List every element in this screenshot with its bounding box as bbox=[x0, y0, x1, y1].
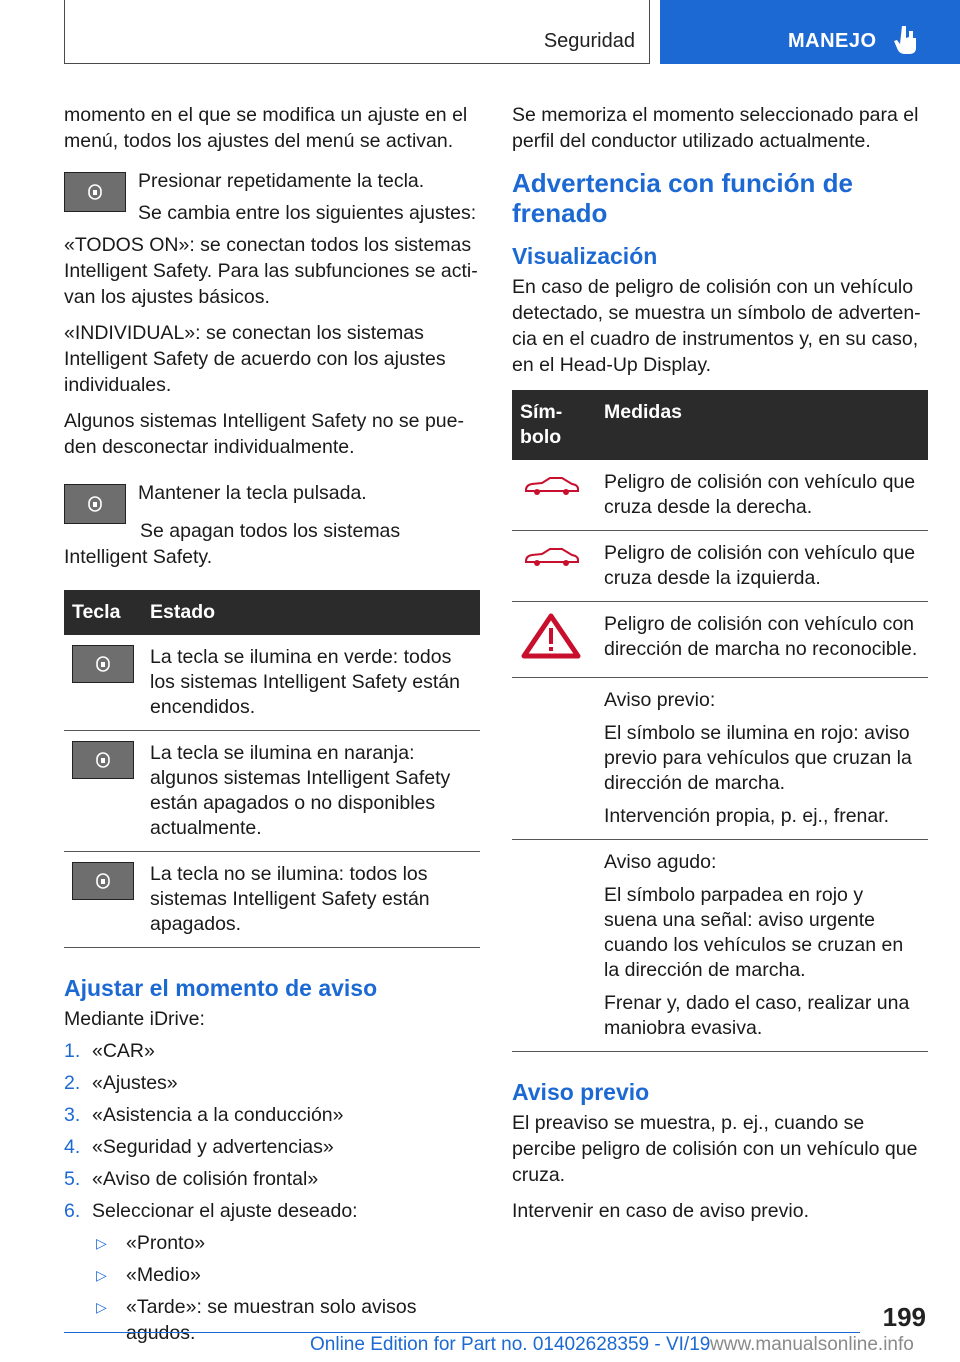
steps-list bbox=[64, 1038, 480, 1224]
heading-ajustar: Ajustar el momento de aviso bbox=[64, 975, 378, 1001]
key-press-instruction: Presionar repetidamente la tecla. bbox=[138, 170, 425, 192]
triangle-bullet-icon: ▷ bbox=[96, 1299, 107, 1315]
warning-triangle-icon bbox=[520, 612, 582, 660]
aviso-previo-title: Aviso previo: bbox=[604, 689, 716, 711]
hand-pointer-icon bbox=[892, 24, 922, 56]
status-off: La tecla no se ilumina: todos los sistemas Intelligent Safety están apagados. bbox=[142, 852, 480, 948]
key-green-icon bbox=[72, 645, 134, 683]
intelligent-safety-key-icon bbox=[64, 172, 126, 212]
key-press-result: Se cambia entre los siguientes ajustes: bbox=[138, 202, 477, 224]
heading-advertencia: Advertencia con función de frenado bbox=[512, 168, 853, 228]
status-green: La tecla se ilumina en verde: todos los sistemas Intelligent Safety están encendidos. bbox=[142, 635, 480, 731]
header-chapter-label: MANEJO bbox=[788, 30, 877, 52]
para-intervenir: Intervenir en caso de aviso previo. bbox=[512, 1200, 809, 1222]
aviso-agudo-action: Frenar y, dado el caso, realizar una maniobra evasiva. bbox=[604, 992, 910, 1039]
list-item: ▷ «Medio» bbox=[92, 1262, 480, 1288]
car-crossing-left-icon bbox=[520, 541, 582, 571]
footer-watermark: www.manualsonline.info bbox=[710, 1334, 914, 1355]
triangle-bullet-icon: ▷ bbox=[96, 1267, 107, 1283]
table-row bbox=[512, 840, 928, 1052]
page-number: 199 bbox=[882, 1302, 926, 1332]
list-item: 4. «Seguridad y advertencias» bbox=[64, 1136, 334, 1158]
aviso-agudo-desc: El símbolo parpadea en rojo y suena una señal: aviso urgente cuando los vehículos se cruzan en la dirección de marcha. bbox=[604, 884, 904, 981]
car-crossing-right-icon bbox=[520, 470, 582, 500]
left-intro: momento en el que se modifica un ajuste en el menú, todos los ajustes del menú se activan. bbox=[64, 104, 468, 152]
list-item: ▷ «Tarde»: se muestran solo avisos agudos. bbox=[92, 1294, 480, 1346]
list-item: 1. «CAR» bbox=[64, 1040, 155, 1062]
header-chapter-tab bbox=[660, 0, 960, 64]
para-todos-on: «TODOS ON»: se conectan todos los sistemas Intelligent Safety. Para las subfunciones se activan los ajustes básicos. bbox=[64, 234, 478, 308]
list-item: ▷ «Pronto» bbox=[92, 1230, 480, 1256]
para-visualizacion: En caso de peligro de colisión con un vehículo detectado, se muestra un símbolo de advertencia en el cuadro de instrumentos y, en su caso, en el Head-Up Display. bbox=[512, 276, 921, 376]
heading-aviso-previo: Aviso previo bbox=[512, 1079, 650, 1105]
key-row-press bbox=[64, 168, 480, 232]
table-header-estado: Estado bbox=[142, 590, 480, 635]
key-hold-result: Se apagan todos los sistemas Intelligent Safety. bbox=[64, 520, 401, 568]
table-row bbox=[64, 731, 480, 852]
table-row bbox=[512, 531, 928, 602]
measure-left: Peligro de colisión con vehículo que cruza desde la izquierda. bbox=[596, 531, 928, 602]
header-section-box bbox=[64, 0, 650, 64]
para-algunos: Algunos sistemas Intelligent Safety no se pueden desconectar individualmente. bbox=[64, 410, 464, 458]
table-row bbox=[512, 460, 928, 531]
aviso-agudo-title: Aviso agudo: bbox=[604, 851, 717, 873]
right-intro: Se memoriza el momento seleccionado para el perfil del conductor utilizado actualmente. bbox=[512, 104, 919, 152]
lead-idrive: Mediante iDrive: bbox=[64, 1008, 205, 1030]
key-status-table bbox=[64, 590, 480, 948]
list-item: 2. «Ajustes» bbox=[64, 1072, 178, 1094]
table-header-tecla: Tecla bbox=[64, 590, 142, 635]
table-header-simbolo: Símbolo bbox=[512, 390, 596, 460]
key-orange-icon bbox=[72, 741, 134, 779]
table-header-medidas: Medidas bbox=[596, 390, 928, 460]
table-row bbox=[64, 852, 480, 948]
key-off-icon bbox=[72, 862, 134, 900]
table-row bbox=[512, 602, 928, 678]
measure-right: Peligro de colisión con vehículo que cruza desde la derecha. bbox=[596, 460, 928, 531]
symbol-table bbox=[512, 390, 928, 1052]
intelligent-safety-key-icon bbox=[64, 484, 126, 524]
measure-unknown-direction: Peligro de colisión con vehículo con dirección de marcha no reconocible. bbox=[596, 602, 928, 678]
table-row bbox=[512, 678, 928, 840]
list-item: 5. «Aviso de colisión frontal» bbox=[64, 1168, 319, 1190]
aviso-previo-action: Intervención propia, p. ej., frenar. bbox=[604, 805, 890, 827]
footer-edition: Online Edition for Part no. 01402628359 - VI/19 bbox=[310, 1334, 711, 1355]
status-orange: La tecla se ilumina en naranja: algunos sistemas Intelligent Safety están apagados o no disponibles actualmente. bbox=[142, 731, 480, 852]
table-row bbox=[64, 635, 480, 731]
left-column bbox=[64, 102, 480, 1352]
header-section-title: Seguridad bbox=[543, 30, 635, 52]
footer-rule bbox=[64, 1332, 860, 1333]
right-column bbox=[512, 102, 928, 1234]
list-item: 3. «Asistencia a la conducción» bbox=[64, 1104, 344, 1126]
list-item: 6. Seleccionar el ajuste deseado: bbox=[64, 1200, 358, 1222]
para-aviso-previo: El preaviso se muestra, p. ej., cuando se percibe peligro de colisión con un vehículo que cruza. bbox=[512, 1112, 918, 1186]
heading-visualizacion: Visualización bbox=[512, 243, 658, 269]
options-list bbox=[64, 1230, 480, 1346]
para-individual: «INDIVIDUAL»: se conectan los sistemas Intelligent Safety de acuerdo con los ajustes individuales. bbox=[64, 322, 446, 396]
key-hold-instruction: Mantener la tecla pulsada. bbox=[138, 482, 367, 504]
aviso-previo-desc: El símbolo se ilumina en rojo: aviso previo para vehículos que cruzan la dirección de marcha. bbox=[604, 722, 912, 794]
triangle-bullet-icon: ▷ bbox=[96, 1235, 107, 1251]
